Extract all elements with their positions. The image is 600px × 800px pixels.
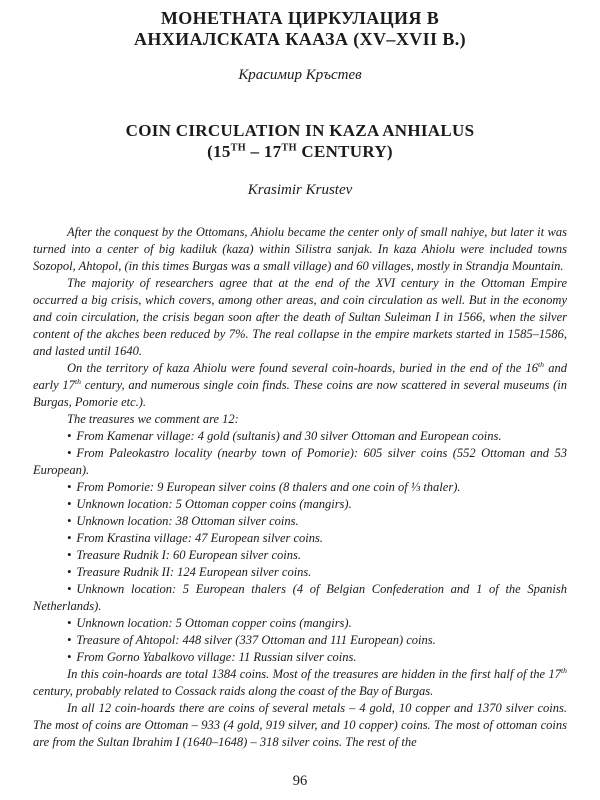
list-item: • Treasure Rudnik II: 124 European silver coins. xyxy=(67,565,312,579)
superscript-th: th xyxy=(74,376,81,386)
page-number: 96 xyxy=(292,773,308,789)
superscript-th: TH xyxy=(230,142,246,154)
superscript-th: TH xyxy=(281,142,297,154)
title-bulgarian-line1: МОНЕТНАТА ЦИРКУЛАЦИЯ В xyxy=(160,8,440,28)
list-item: • Treasure Rudnik I: 60 European silver coins. xyxy=(67,548,302,562)
paragraph-hoards: On the territory of kaza Ahiolu were found several coin-hoards, buried in the end of the 16th and early 17th century, and numerous single coin finds. These coins are now scattered in several museums (in Burgas, Pomorie etc.). xyxy=(33,359,567,409)
list-item: • Unknown location: 5 European thalers (4 of Belgian Confederation and 1 of the Spanish Netherlands). xyxy=(33,582,567,613)
superscript-th: th xyxy=(538,359,545,369)
title-bulgarian xyxy=(40,8,560,50)
list-item: • From Paleokastro locality (nearby town of Pomorie): 605 silver coins (552 Ottoman and 53 European). xyxy=(33,446,567,477)
author-bulgarian: Красимир Кръстев xyxy=(238,67,362,83)
title-bulgarian-line2: АНХИАЛСКАТА КААЗА (XV–XVII В.) xyxy=(133,29,467,49)
list-item: • Unknown location: 38 Ottoman silver coins. xyxy=(67,514,299,528)
list-item: • From Kamenar village: 4 gold (sultanis) and 30 silver Ottoman and European coins. xyxy=(67,429,502,443)
bullet-icon: • xyxy=(67,446,72,460)
paragraph-crisis: The majority of researchers agree that at the end of the XVI century in the Ottoman Empire occurred a big crisis, which covers, among other areas, and coin circulation as well. But in the economy and coin circulation, the crisis began soon after the death of Sultan Suleiman I in 1566, when the silver content of the akches been reduced by 7%. The real collapse in the empire markets started in 1585–1586, and lasted until 1640. xyxy=(33,276,567,358)
bullet-icon: • xyxy=(67,616,72,630)
bullet-icon: • xyxy=(67,480,72,494)
list-item: • Unknown location: 5 Ottoman copper coins (mangirs). xyxy=(67,497,352,511)
list-item: • From Krastina village: 47 European silver coins. xyxy=(67,531,324,545)
list-item: • Treasure of Ahtopol: 448 silver (337 Ottoman and 111 European) coins. xyxy=(67,633,436,647)
author-english: Krasimir Krustev xyxy=(247,182,353,198)
article-body xyxy=(33,224,567,780)
bullet-icon: • xyxy=(67,565,72,579)
paragraph-treasures-lead: The treasures we comment are 12: xyxy=(67,412,239,426)
bullet-icon: • xyxy=(67,633,72,647)
bullet-icon: • xyxy=(67,531,72,545)
bullet-icon: • xyxy=(67,429,72,443)
bullet-icon: • xyxy=(67,514,72,528)
list-item: • From Pomorie: 9 European silver coins (8 thalers and one coin of ⅓ thaler). xyxy=(67,480,461,494)
bullet-icon: • xyxy=(67,548,72,562)
title-english-line2: (15TH – 17TH CENTURY) xyxy=(207,142,393,161)
title-english-line1: COIN CIRCULATION IN KAZA ANHIALUS xyxy=(125,121,475,140)
paragraph-totals: In this coin-hoards are total 1384 coins. Most of the treasures are hidden in the first half of the 17th century, probably related to Cossack raids along the coast of the Bay of Burgas. xyxy=(33,665,567,698)
list-item: • Unknown location: 5 Ottoman copper coins (mangirs). xyxy=(67,616,352,630)
title-english xyxy=(40,120,560,162)
list-item: • From Gorno Yabalkovo village: 11 Russian silver coins. xyxy=(67,650,357,664)
bullet-icon: • xyxy=(67,497,72,511)
bullet-icon: • xyxy=(67,582,72,596)
page-header xyxy=(0,8,600,199)
bullet-icon: • xyxy=(67,650,72,664)
paragraph-intro: After the conquest by the Ottomans, Ahiolu became the center only of small nahiye, but later it was turned into a center of big kadiluk (kaza) within Silistra sanjak. In kaza Ahiolu were included towns Sozopol, Ahtopol, (in this times Burgas was a small village) and 60 villages, mostly in Strandja Mountain. xyxy=(33,225,567,273)
paragraph-metals: In all 12 coin-hoards there are coins of several metals – 4 gold, 10 copper and 1370 silver coins. The most of coins are Ottoman – 933 (4 gold, 919 silver, and 10 copper) coins. The most of ottoman coins are from the Sultan Ibrahim I (1640–1648) – 318 silver coins. The rest of the xyxy=(33,701,567,749)
superscript-th: th xyxy=(560,665,567,675)
